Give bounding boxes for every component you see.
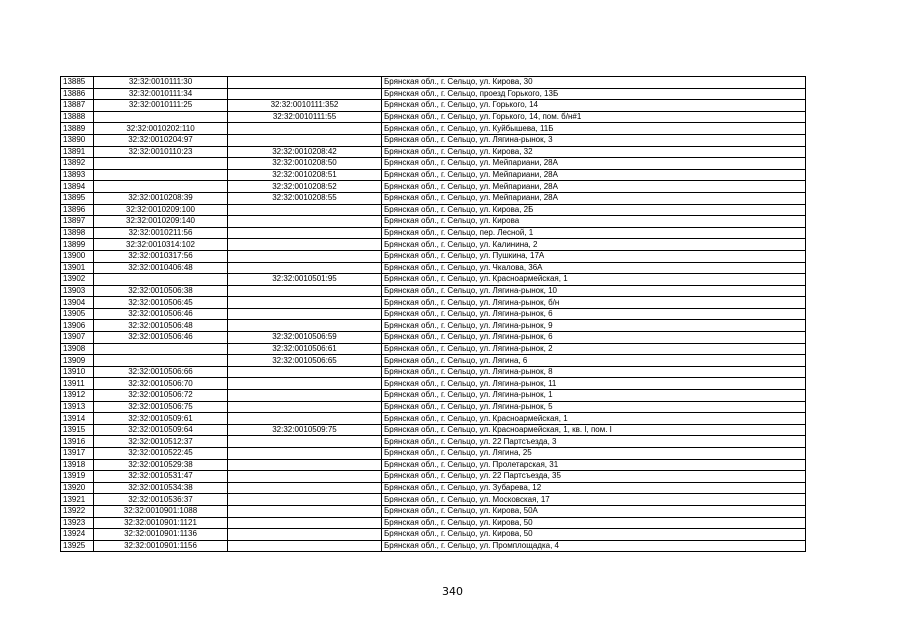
row-number-cell: 13913 bbox=[61, 401, 94, 413]
table-row bbox=[61, 494, 806, 506]
cadastral-number-cell: 32:32:0010512:37 bbox=[94, 436, 228, 448]
table-row bbox=[61, 343, 806, 355]
row-number-cell: 13887 bbox=[61, 100, 94, 112]
address-cell: Брянская обл., г. Сельцо, ул. Мейпариани, 28А bbox=[382, 192, 806, 204]
address-cell: Брянская обл., г. Сельцо, ул. Куйбышева, 11Б bbox=[382, 123, 806, 135]
table-row bbox=[61, 436, 806, 448]
row-number-cell: 13894 bbox=[61, 181, 94, 193]
row-number-cell: 13915 bbox=[61, 424, 94, 436]
cadastral-number-2-cell bbox=[228, 134, 382, 146]
table-row bbox=[61, 366, 806, 378]
cadastral-number-cell bbox=[94, 181, 228, 193]
row-number-cell: 13886 bbox=[61, 88, 94, 100]
cadastral-number-cell bbox=[94, 111, 228, 123]
row-number-cell: 13920 bbox=[61, 482, 94, 494]
cadastral-number-cell: 32:32:0010901:1156 bbox=[94, 540, 228, 552]
row-number-cell: 13904 bbox=[61, 297, 94, 309]
table-row bbox=[61, 100, 806, 112]
address-cell: Брянская обл., г. Сельцо, ул. Кирова, 50 bbox=[382, 517, 806, 529]
address-cell: Брянская обл., г. Сельцо, ул. 22 Партсъезда, 3 bbox=[382, 436, 806, 448]
row-number-cell: 13885 bbox=[61, 77, 94, 89]
cadastral-number-cell: 32:32:0010509:64 bbox=[94, 424, 228, 436]
cadastral-number-cell: 32:32:0010406:48 bbox=[94, 262, 228, 274]
cadastral-number-cell: 32:32:0010506:72 bbox=[94, 390, 228, 402]
cadastral-number-cell: 32:32:0010506:45 bbox=[94, 297, 228, 309]
cadastral-number-cell: 32:32:0010314:102 bbox=[94, 239, 228, 251]
address-cell: Брянская обл., г. Сельцо, ул. Пролетарская, 31 bbox=[382, 459, 806, 471]
cadastral-number-cell: 32:32:0010211:56 bbox=[94, 227, 228, 239]
cadastral-number-2-cell bbox=[228, 448, 382, 460]
table-row bbox=[61, 250, 806, 262]
cadastral-number-2-cell bbox=[228, 250, 382, 262]
table-row bbox=[61, 274, 806, 286]
address-cell: Брянская обл., г. Сельцо, ул. Лягина-рынок, 8 bbox=[382, 366, 806, 378]
cadastral-number-2-cell bbox=[228, 366, 382, 378]
table-row bbox=[61, 505, 806, 517]
row-number-cell: 13905 bbox=[61, 308, 94, 320]
table-row bbox=[61, 482, 806, 494]
cadastral-number-cell: 32:32:0010506:75 bbox=[94, 401, 228, 413]
row-number-cell: 13918 bbox=[61, 459, 94, 471]
row-number-cell: 13907 bbox=[61, 332, 94, 344]
cadastral-number-2-cell bbox=[228, 262, 382, 274]
cadastral-number-2-cell bbox=[228, 297, 382, 309]
row-number-cell: 13906 bbox=[61, 320, 94, 332]
cadastral-number-2-cell: 32:32:0010208:55 bbox=[228, 192, 382, 204]
cadastral-number-2-cell bbox=[228, 308, 382, 320]
address-cell: Брянская обл., г. Сельцо, ул. Кирова, 2Б bbox=[382, 204, 806, 216]
cadastral-number-2-cell bbox=[228, 529, 382, 541]
cadastral-number-2-cell: 32:32:0010501:95 bbox=[228, 274, 382, 286]
address-cell: Брянская обл., г. Сельцо, ул. Лягина-рынок, 1 bbox=[382, 390, 806, 402]
cadastral-number-cell: 32:32:0010111:34 bbox=[94, 88, 228, 100]
cadastral-number-cell: 32:32:0010901:1121 bbox=[94, 517, 228, 529]
cadastral-number-cell: 32:32:0010111:30 bbox=[94, 77, 228, 89]
address-cell: Брянская обл., г. Сельцо, ул. Лягина-рынок, 6 bbox=[382, 308, 806, 320]
row-number-cell: 13889 bbox=[61, 123, 94, 135]
row-number-cell: 13911 bbox=[61, 378, 94, 390]
address-cell: Брянская обл., г. Сельцо, ул. Чкалова, 36А bbox=[382, 262, 806, 274]
table-row bbox=[61, 285, 806, 297]
cadastral-number-2-cell: 32:32:0010208:51 bbox=[228, 169, 382, 181]
table-row bbox=[61, 169, 806, 181]
property-table-body bbox=[61, 77, 806, 552]
table-row bbox=[61, 459, 806, 471]
table-row bbox=[61, 471, 806, 483]
cadastral-number-cell: 32:32:0010536:37 bbox=[94, 494, 228, 506]
row-number-cell: 13892 bbox=[61, 158, 94, 170]
cadastral-number-2-cell bbox=[228, 320, 382, 332]
table-row bbox=[61, 77, 806, 89]
table-row bbox=[61, 262, 806, 274]
cadastral-number-2-cell bbox=[228, 482, 382, 494]
table-row bbox=[61, 308, 806, 320]
address-cell: Брянская обл., г. Сельцо, ул. Лягина-рынок, 6 bbox=[382, 332, 806, 344]
row-number-cell: 13891 bbox=[61, 146, 94, 158]
address-cell: Брянская обл., г. Сельцо, ул. Кирова, 30 bbox=[382, 77, 806, 89]
cadastral-number-2-cell bbox=[228, 413, 382, 425]
cadastral-number-2-cell bbox=[228, 77, 382, 89]
cadastral-number-2-cell bbox=[228, 401, 382, 413]
cadastral-number-2-cell bbox=[228, 494, 382, 506]
address-cell: Брянская обл., г. Сельцо, ул. Лягина-рынок, 3 bbox=[382, 134, 806, 146]
table-row bbox=[61, 216, 806, 228]
cadastral-number-cell: 32:32:0010506:48 bbox=[94, 320, 228, 332]
cadastral-number-cell: 32:32:0010522:45 bbox=[94, 448, 228, 460]
cadastral-number-2-cell bbox=[228, 88, 382, 100]
row-number-cell: 13917 bbox=[61, 448, 94, 460]
table-row bbox=[61, 529, 806, 541]
row-number-cell: 13888 bbox=[61, 111, 94, 123]
address-cell: Брянская обл., г. Сельцо, ул. Лягина-рынок, 11 bbox=[382, 378, 806, 390]
cadastral-number-2-cell: 32:32:0010509:75 bbox=[228, 424, 382, 436]
table-row bbox=[61, 88, 806, 100]
cadastral-number-2-cell: 32:32:0010506:61 bbox=[228, 343, 382, 355]
address-cell: Брянская обл., г. Сельцо, ул. Красноармейская, 1, кв. I, пом. I bbox=[382, 424, 806, 436]
address-cell: Брянская обл., г. Сельцо, ул. Лягина, 25 bbox=[382, 448, 806, 460]
address-cell: Брянская обл., г. Сельцо, ул. Мейпариани, 28А bbox=[382, 169, 806, 181]
address-cell: Брянская обл., г. Сельцо, ул. Лягина-рынок, 2 bbox=[382, 343, 806, 355]
table-row bbox=[61, 146, 806, 158]
address-cell: Брянская обл., г. Сельцо, ул. Зубарева, 12 bbox=[382, 482, 806, 494]
table-row bbox=[61, 227, 806, 239]
address-cell: Брянская обл., г. Сельцо, ул. Лягина-рынок, 10 bbox=[382, 285, 806, 297]
table-row bbox=[61, 320, 806, 332]
cadastral-number-cell: 32:32:0010506:46 bbox=[94, 308, 228, 320]
cadastral-number-cell: 32:32:0010901:1136 bbox=[94, 529, 228, 541]
address-cell: Брянская обл., г. Сельцо, ул. Горького, 14 bbox=[382, 100, 806, 112]
table-row bbox=[61, 134, 806, 146]
table-row bbox=[61, 204, 806, 216]
address-cell: Брянская обл., г. Сельцо, ул. Кирова, 50А bbox=[382, 505, 806, 517]
address-cell: Брянская обл., г. Сельцо, ул. Лягина-рынок, 9 bbox=[382, 320, 806, 332]
table-row bbox=[61, 517, 806, 529]
table-row bbox=[61, 355, 806, 367]
table-row bbox=[61, 378, 806, 390]
row-number-cell: 13909 bbox=[61, 355, 94, 367]
cadastral-number-2-cell bbox=[228, 436, 382, 448]
address-cell: Брянская обл., г. Сельцо, ул. Лягина-рынок, б/н bbox=[382, 297, 806, 309]
table-row bbox=[61, 123, 806, 135]
cadastral-number-cell bbox=[94, 169, 228, 181]
cadastral-number-2-cell: 32:32:0010111:352 bbox=[228, 100, 382, 112]
row-number-cell: 13923 bbox=[61, 517, 94, 529]
table-row bbox=[61, 181, 806, 193]
address-cell: Брянская обл., г. Сельцо, ул. Кирова bbox=[382, 216, 806, 228]
address-cell: Брянская обл., г. Сельцо, ул. Кирова, 32 bbox=[382, 146, 806, 158]
table-row bbox=[61, 540, 806, 552]
address-cell: Брянская обл., г. Сельцо, ул. Кирова, 50 bbox=[382, 529, 806, 541]
cadastral-number-2-cell bbox=[228, 459, 382, 471]
cadastral-number-2-cell bbox=[228, 239, 382, 251]
cadastral-number-2-cell bbox=[228, 471, 382, 483]
cadastral-number-cell bbox=[94, 343, 228, 355]
cadastral-number-2-cell: 32:32:0010208:52 bbox=[228, 181, 382, 193]
table-row bbox=[61, 448, 806, 460]
cadastral-number-cell: 32:32:0010506:66 bbox=[94, 366, 228, 378]
address-cell: Брянская обл., г. Сельцо, ул. 22 Партсъезда, 35 bbox=[382, 471, 806, 483]
address-cell: Брянская обл., г. Сельцо, ул. Горького, 14, пом. б/н#1 bbox=[382, 111, 806, 123]
cadastral-number-cell: 32:32:0010204:97 bbox=[94, 134, 228, 146]
row-number-cell: 13896 bbox=[61, 204, 94, 216]
table-row bbox=[61, 297, 806, 309]
row-number-cell: 13900 bbox=[61, 250, 94, 262]
cadastral-number-cell: 32:32:0010209:140 bbox=[94, 216, 228, 228]
address-cell: Брянская обл., г. Сельцо, ул. Лягина-рынок, 5 bbox=[382, 401, 806, 413]
row-number-cell: 13893 bbox=[61, 169, 94, 181]
address-cell: Брянская обл., г. Сельцо, ул. Промплощадка, 4 bbox=[382, 540, 806, 552]
row-number-cell: 13925 bbox=[61, 540, 94, 552]
row-number-cell: 13910 bbox=[61, 366, 94, 378]
row-number-cell: 13916 bbox=[61, 436, 94, 448]
cadastral-number-cell: 32:32:0010317:56 bbox=[94, 250, 228, 262]
cadastral-number-2-cell bbox=[228, 540, 382, 552]
cadastral-number-cell: 32:32:0010209:100 bbox=[94, 204, 228, 216]
cadastral-number-cell bbox=[94, 158, 228, 170]
table-row bbox=[61, 192, 806, 204]
table-row bbox=[61, 239, 806, 251]
address-cell: Брянская обл., г. Сельцо, ул. Московская, 17 bbox=[382, 494, 806, 506]
address-cell: Брянская обл., г. Сельцо, ул. Лягина, 6 bbox=[382, 355, 806, 367]
cadastral-number-cell: 32:32:0010506:38 bbox=[94, 285, 228, 297]
cadastral-number-cell: 32:32:0010208:39 bbox=[94, 192, 228, 204]
row-number-cell: 13921 bbox=[61, 494, 94, 506]
cadastral-number-cell: 32:32:0010534:38 bbox=[94, 482, 228, 494]
cadastral-number-2-cell bbox=[228, 204, 382, 216]
row-number-cell: 13908 bbox=[61, 343, 94, 355]
table-row bbox=[61, 332, 806, 344]
cadastral-number-cell: 32:32:0010509:61 bbox=[94, 413, 228, 425]
table-row bbox=[61, 424, 806, 436]
cadastral-number-cell: 32:32:0010111:25 bbox=[94, 100, 228, 112]
cadastral-number-2-cell bbox=[228, 378, 382, 390]
row-number-cell: 13897 bbox=[61, 216, 94, 228]
row-number-cell: 13895 bbox=[61, 192, 94, 204]
page-number: 340 bbox=[442, 585, 463, 598]
cadastral-number-2-cell bbox=[228, 505, 382, 517]
cadastral-number-2-cell bbox=[228, 227, 382, 239]
address-cell: Брянская обл., г. Сельцо, ул. Пушкина, 17А bbox=[382, 250, 806, 262]
row-number-cell: 13899 bbox=[61, 239, 94, 251]
cadastral-number-cell: 32:32:0010506:70 bbox=[94, 378, 228, 390]
cadastral-number-cell: 32:32:0010202:110 bbox=[94, 123, 228, 135]
address-cell: Брянская обл., г. Сельцо, ул. Красноармейская, 1 bbox=[382, 274, 806, 286]
cadastral-number-2-cell: 32:32:0010208:42 bbox=[228, 146, 382, 158]
row-number-cell: 13898 bbox=[61, 227, 94, 239]
cadastral-number-2-cell: 32:32:0010111:55 bbox=[228, 111, 382, 123]
row-number-cell: 13890 bbox=[61, 134, 94, 146]
row-number-cell: 13902 bbox=[61, 274, 94, 286]
cadastral-number-cell: 32:32:0010110:23 bbox=[94, 146, 228, 158]
row-number-cell: 13922 bbox=[61, 505, 94, 517]
cadastral-number-2-cell bbox=[228, 390, 382, 402]
cadastral-number-2-cell: 32:32:0010506:65 bbox=[228, 355, 382, 367]
cadastral-number-cell: 32:32:0010506:46 bbox=[94, 332, 228, 344]
address-cell: Брянская обл., г. Сельцо, проезд Горького, 13Б bbox=[382, 88, 806, 100]
cadastral-number-cell: 32:32:0010531:47 bbox=[94, 471, 228, 483]
cadastral-number-2-cell: 32:32:0010506:59 bbox=[228, 332, 382, 344]
cadastral-number-2-cell bbox=[228, 123, 382, 135]
property-table bbox=[60, 76, 806, 552]
address-cell: Брянская обл., г. Сельцо, ул. Красноармейская, 1 bbox=[382, 413, 806, 425]
table-row bbox=[61, 111, 806, 123]
address-cell: Брянская обл., г. Сельцо, ул. Калинина, 2 bbox=[382, 239, 806, 251]
row-number-cell: 13912 bbox=[61, 390, 94, 402]
cadastral-number-2-cell bbox=[228, 285, 382, 297]
table-row bbox=[61, 401, 806, 413]
table-row bbox=[61, 390, 806, 402]
address-cell: Брянская обл., г. Сельцо, ул. Мейпариани, 28А bbox=[382, 158, 806, 170]
cadastral-number-cell bbox=[94, 355, 228, 367]
row-number-cell: 13919 bbox=[61, 471, 94, 483]
row-number-cell: 13901 bbox=[61, 262, 94, 274]
cadastral-number-2-cell bbox=[228, 517, 382, 529]
table-row bbox=[61, 413, 806, 425]
cadastral-number-cell: 32:32:0010529:38 bbox=[94, 459, 228, 471]
address-cell: Брянская обл., г. Сельцо, ул. Мейпариани, 28А bbox=[382, 181, 806, 193]
row-number-cell: 13903 bbox=[61, 285, 94, 297]
cadastral-number-2-cell: 32:32:0010208:50 bbox=[228, 158, 382, 170]
cadastral-number-2-cell bbox=[228, 216, 382, 228]
address-cell: Брянская обл., г. Сельцо, пер. Лесной, 1 bbox=[382, 227, 806, 239]
cadastral-number-cell: 32:32:0010901:1088 bbox=[94, 505, 228, 517]
row-number-cell: 13924 bbox=[61, 529, 94, 541]
row-number-cell: 13914 bbox=[61, 413, 94, 425]
cadastral-number-cell bbox=[94, 274, 228, 286]
table-row bbox=[61, 158, 806, 170]
